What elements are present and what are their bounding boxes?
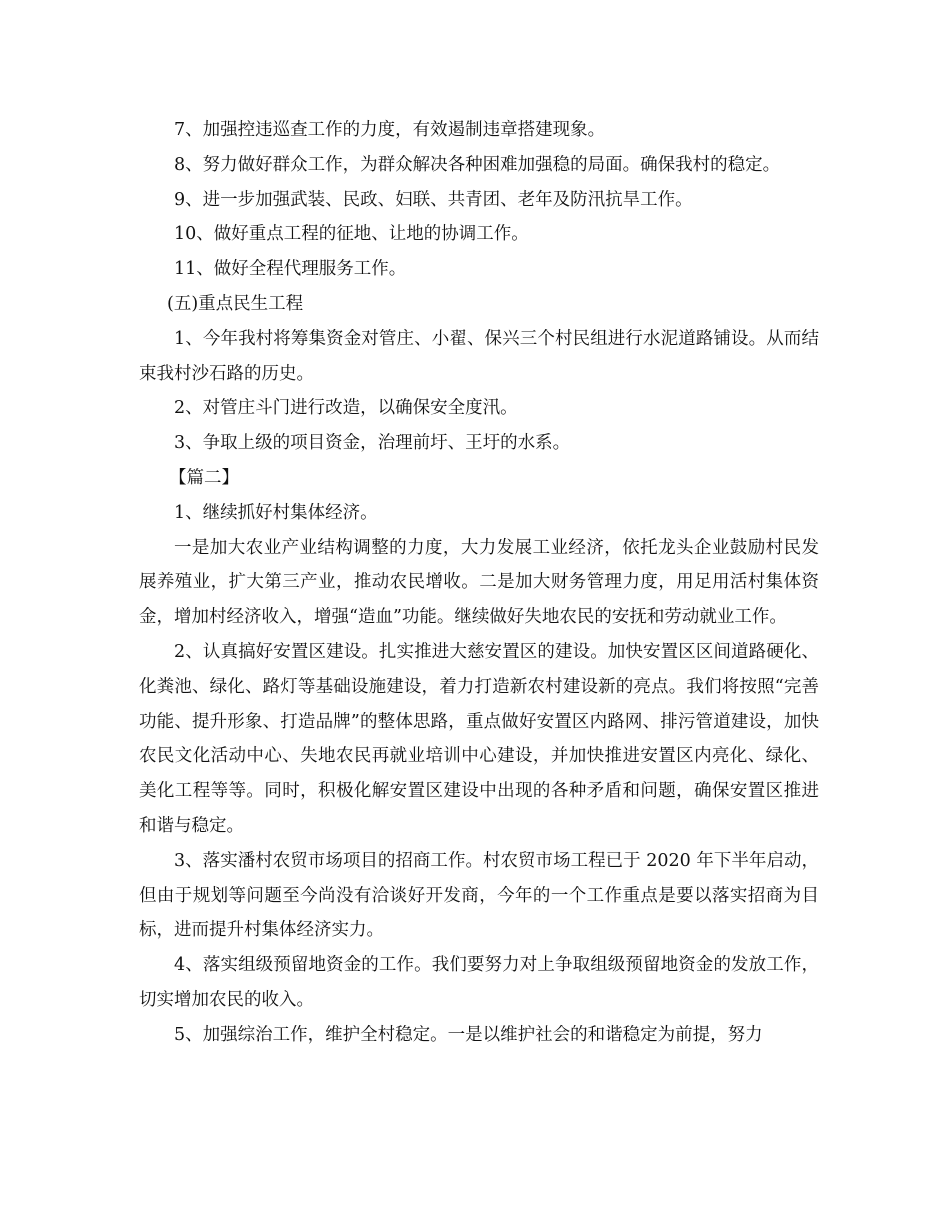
paragraph-collective-economy: 1、继续抓好村集体经济。 (174, 502, 378, 523)
paragraph-resettlement-area: 2、认真搞好安置区建设。扎实推进大慈安置区的建设。加快安置区区间道路硬化、化粪池、绿化、路灯等基础设施建设，着力打造新农村建设新的亮点。我们将按照“完善功能、提升形象、打造品牌”的整体思路，重点做好安置区内路网、排污管道建设，加快农民文化活动中心、失地农民再就业培训中心建设，并加快推进安置区内亮化、绿化、美化工程等等。同时，积极化解安置区建设中出现的各种矛盾和问题，确保安置区推进和谐与稳定。 (139, 641, 819, 836)
paragraph-sluice-gate: 2、对管庄斗门进行改造，以确保安全度汛。 (174, 398, 518, 419)
paragraph-water-system: 3、争取上级的项目资金，治理前圩、王圩的水系。 (174, 433, 571, 454)
paragraph-item-8: 8、努力做好群众工作，为群众解决各种困难加强稳的局面。确保我村的稳定。 (174, 154, 781, 175)
paragraph-item-11: 11、做好全程代理服务工作。 (174, 259, 407, 280)
paragraph-road-paving: 1、今年我村将筹集资金对管庄、小翟、保兴三个村民组进行水泥道路铺设。从而结束我村沙石路的历史。 (139, 328, 819, 384)
paragraph-social-stability: 5、加强综治工作，维护全村稳定。一是以维护社会的和谐稳定为前提，努力 (174, 1024, 763, 1045)
document-body (139, 113, 819, 1053)
paragraph-agriculture-finance: 一是加大农业产业结构调整的力度，大力发展工业经济，依托龙头企业鼓励村民发展养殖业，扩大第三产业，推动农民增收。二是加大财务管理力度，用足用活村集体资金，增加村经济收入，增强“造血”功能。继续做好失地农民的安抚和劳动就业工作。 (139, 537, 819, 628)
section-heading-livelihood: (五)重点民生工程 (167, 293, 304, 314)
paragraph-item-7: 7、加强控违巡查工作的力度，有效遏制违章搭建现象。 (174, 120, 606, 140)
paragraph-item-9: 9、进一步加强武装、民政、妇联、共青团、老年及防汛抗旱工作。 (174, 189, 693, 210)
paragraph-farmers-market: 3、落实潘村农贸市场项目的招商工作。村农贸市场工程已于 2020 年下半年启动，但由于规划等问题至今尚没有洽谈好开发商，今年的一个工作重点是要以落实招商为目标，进而提升村集体经济实力。 (139, 850, 819, 941)
part-two-heading: 【篇二】 (169, 467, 239, 488)
paragraph-reserved-land-funds: 4、落实组级预留地资金的工作。我们要努力对上争取组级预留地资金的发放工作，切实增加农民的收入。 (139, 955, 819, 1010)
paragraph-item-10: 10、做好重点工程的征地、让地的协调工作。 (174, 224, 529, 245)
